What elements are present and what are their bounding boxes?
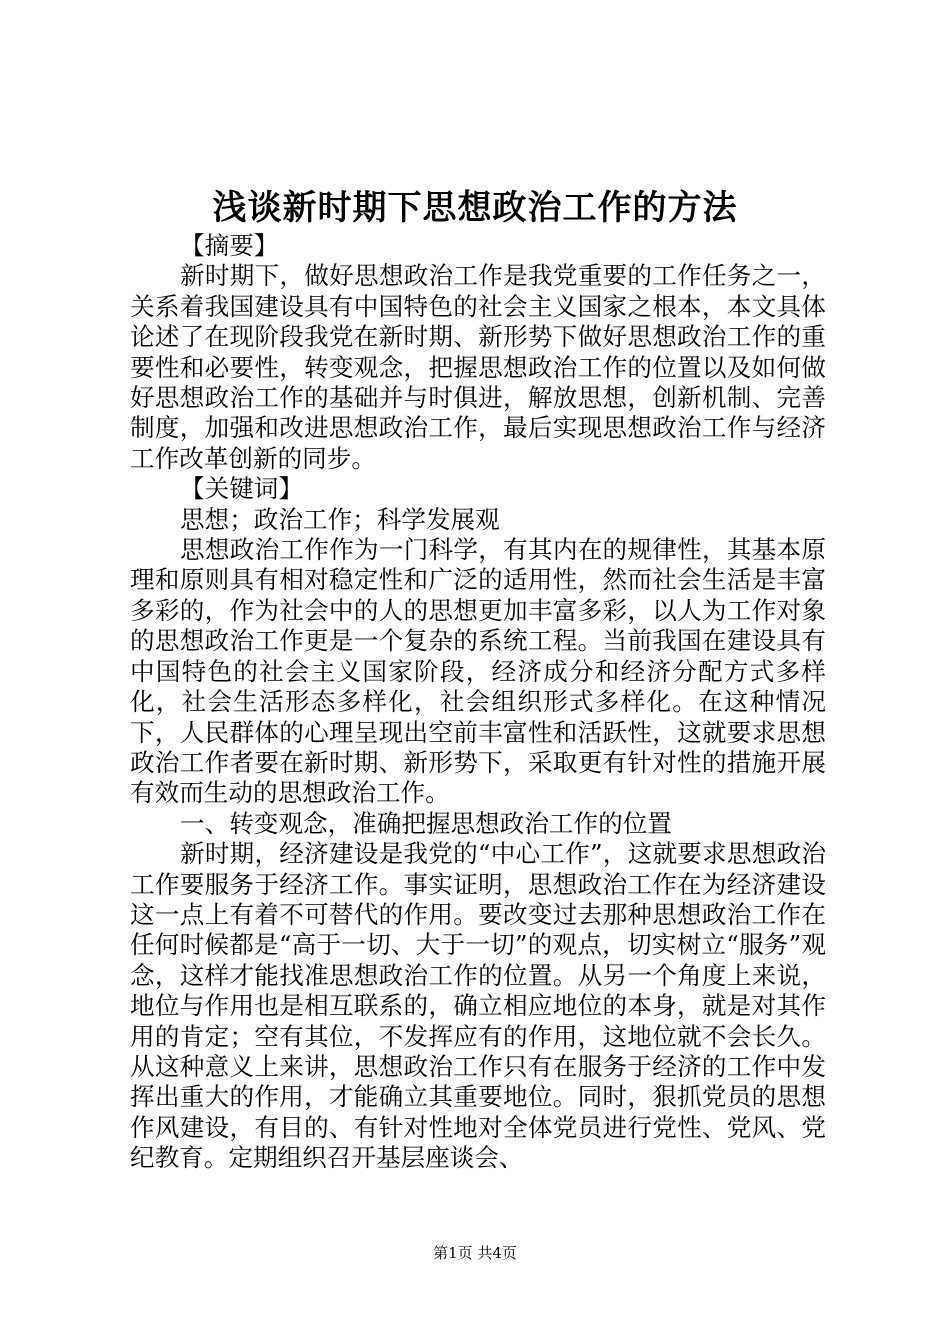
abstract-heading: 【摘要】: [180, 231, 279, 260]
document-title: 浅谈新时期下思想政治工作的方法: [212, 188, 738, 228]
section-heading-1: 一、转变观念，准确把握思想政治工作的位置: [180, 808, 672, 838]
keywords-heading: 【关键词】: [180, 474, 303, 504]
keywords-paragraph: 思想；政治工作；科学发展观: [180, 504, 500, 534]
section-1-paragraph: 新时期，经济建设是我党的“中心工作”，这就要求思想政治工作要服务于经济工作。事实证明，思想政治工作在为经济建设这一点上有着不可替代的作用。要改变过去那种思想政治工作在任何时候都是“高于一切、大于一切”的观点，切实树立“服务”观念，这样才能找准思想政治工作的位置。从另一个角度上来说，地位与作用也是相互联系的，确立相应地位的本身，就是对其作用的肯定；空有其位，不发挥应有的作用，这地位就不会长久。从这种意义上来讲，思想政治工作只有在服务于经济的工作中发挥出重大的作用，才能确立其重要地位。同时，狠抓党员的思想作风建设，有目的、有针对性地对全体党员进行党性、党风、党纪教育。定期组织召开基层座谈会、: [130, 839, 826, 1173]
document-body: [130, 231, 826, 1174]
page-footer: 第1页 共4页: [433, 1244, 517, 1262]
intro-paragraph: 思想政治工作作为一门科学，有其内在的规律性，其基本原理和原则具有相对稳定性和广泛的适用性，然而社会生活是丰富多彩的，作为社会中的人的思想更加丰富多彩，以人为工作对象的思想政治工作更是一个复杂的系统工程。当前我国在建设具有中国特色的社会主义国家阶段，经济成分和经济分配方式多样化，社会生活形态多样化，社会组织形式多样化。在这种情况下，人民群体的心理呈现出空前丰富性和活跃性，这就要求思想政治工作者要在新时期、新形势下，采取更有针对性的措施开展有效而生动的思想政治工作。: [130, 535, 826, 808]
abstract-paragraph: 新时期下，做好思想政治工作是我党重要的工作任务之一，关系着我国建设具有中国特色的社会主义国家之根本，本文具体论述了在现阶段我党在新时期、新形势下做好思想政治工作的重要性和必要性，转变观念，把握思想政治工作的位置以及如何做好思想政治工作的基础并与时俱进，解放思想，创新机制、完善制度，加强和改进思想政治工作，最后实现思想政治工作与经济工作改革创新的同步。: [130, 261, 826, 473]
